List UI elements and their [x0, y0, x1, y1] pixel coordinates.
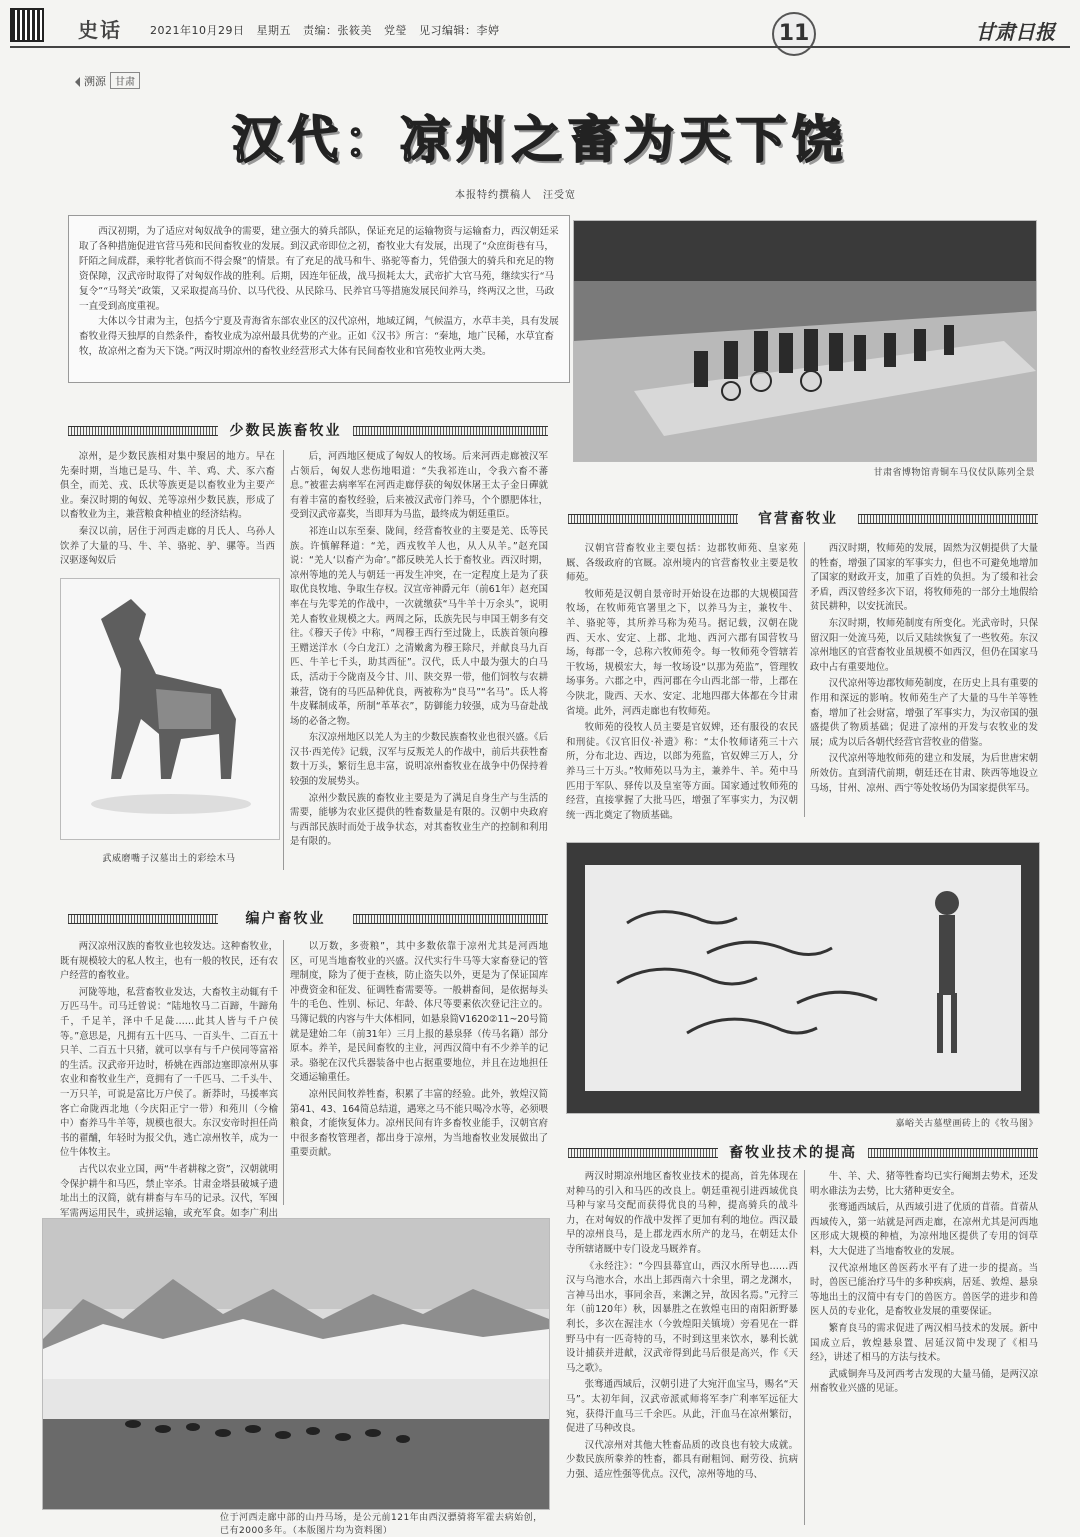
paragraph: 武威铜奔马及河西考古发现的大量马俑，是两汉凉州畜牧业兴盛的见证。	[810, 1368, 1038, 1395]
section-3-rule	[68, 914, 218, 924]
paragraph: 后，河西地区便成了匈奴人的牧场。后来河西走廊被汉军占领后，匈奴人悲伤地唱道：“失我祁连山，令我六畜不蕃息。”被霍去病率军在河西走廊俘获的匈奴休屠王太子金日磾就有着丰富的畜牧经验，后来被汉武帝门养马，个个膘肥体壮，受到汉武帝嘉奖，当即拜为马监，最终成为朝廷重臣。	[290, 451, 548, 521]
header-rule	[10, 46, 1070, 48]
section-name: 史话	[78, 18, 122, 42]
paragraph: 张骞通西域后，从西域引进了优质的苜蓿。苜蓿从西域传入，第一站就是河西走廊，在凉州尤其是河西地区形成大规模的种植，为凉州地区提供了专用的饲草料，大大促进了当地畜牧业的发展。	[810, 1202, 1038, 1257]
column-divider	[283, 450, 284, 870]
column-divider	[283, 940, 284, 1205]
paragraph: 《永经注》：“今四县幕宜山，西汉水所导也……西汉与乌池水合，水出上邽西南六十余里，谓之龙渊水，言神马出水，事同余吾，来渊之异，故因名焉。”元狩三年（前120年）秋，因暴胜之在敦煌屯田的南阳新野暴利长，多次在渥洼水（今敦煌阳关镇境）旁看见在一群野马中有一匹奇特的马，不时到这里来饮水，暴利长就设计捕获并进献，汉武帝得到此马后很是高兴，作《天马之歌》。	[566, 1260, 798, 1374]
chariot-caption: 甘肃省博物馆青铜车马仪仗队陈列全景	[873, 468, 1035, 478]
chariot-illustration	[574, 221, 1036, 461]
section-3-column-right	[290, 940, 548, 1205]
landscape-photo	[42, 1218, 550, 1510]
page-number-badge: 11	[772, 12, 816, 56]
left-arrow-icon	[70, 77, 80, 87]
horse-photo	[60, 578, 280, 840]
mural-caption: 嘉峪关古墓壁画砖上的《牧马图》	[895, 1119, 1038, 1129]
landscape-illustration	[43, 1219, 549, 1509]
column-divider	[804, 542, 805, 817]
paragraph: 以万数，多赍粮”，其中多数依靠于凉州尤其是河西地区，可见当地畜牧业的兴盛。汉代实行牛马等大家畜登记的管理制度，除为了便于查核，防止盗失以外，更是为了保证国库冲费资金和征发、征调牲畜需要等。一般耕畜间，是依据每头牛的毛色、性别、标记、年龄、体尺等要素依次登记注立的。马簿记载的内容与牛大体相同，如悬泉简Ⅴ1620②11~20号简就是建始二年（前31年）三月上报的悬泉驿（传马名籍）部分原本。养羊，是民间畜牧的主业，河西汉简中有不少养羊的记录。骆驼在汉代兵器装备中也占据重要地位，并且在边地担任交通运输重任。	[290, 941, 548, 1084]
paragraph: 古代以农业立国，两“牛者耕稼之资”，汉朝就明令保护耕牛和马匹，禁止宰杀。甘肃金塔县破城子遗址出土的汉简，就有耕畜与车马的记录。汉代，军囤军需两运用民牛，或拼运输，或充军食。如李广利出	[60, 1163, 278, 1219]
chariot-photo	[573, 220, 1037, 462]
section-4-column-left	[566, 1170, 798, 1525]
article-title: 汉代：凉州之畜为天下饶	[232, 111, 848, 169]
section-1-column-right	[290, 450, 548, 870]
paragraph: 凉州，是少数民族相对集中聚居的地方。早在先秦时期，当地已是马、牛、羊、鸡、犬、豕六畜俱全，而羌、戎、氐状等族更是以畜牧业为主要产业。秦汉时期的匈奴、羌等凉州少数民族，形成了以畜牧业为主，兼营粮食种植业的经济结构。	[60, 451, 275, 521]
article-byline: 本报特约撰稿人 汪受宽	[455, 190, 576, 201]
paragraph: 凉州少数民族的畜牧业主要是为了满足自身生产与生活的需要，能够为农业区提供的牲畜数量是有限的。汉朝中央政府与西部民族时而处于战争状态，对其畜牧业生产的控制和利用是有限的。	[290, 792, 548, 848]
paragraph: 汉代凉州等地牧师苑的建立和发展，为后世唐宋朝所效仿。直到清代前期，朝廷还在甘肃、陕西等地设立马场，甘州、凉州、西宁等处牧场仍为国家提供军马。	[810, 753, 1038, 794]
column-divider	[804, 1170, 805, 1525]
section-4-column-right	[810, 1170, 1038, 1525]
horse-illustration	[61, 579, 279, 839]
intro-box	[68, 215, 570, 383]
section-2-heading: 官营畜牧业	[758, 511, 838, 527]
paragraph: 东汉凉州地区以羌人为主的少数民族畜牧业也很兴盛。《后汉书·西羌传》记载，汉军与反叛羌人的作战中，前后共获牲畜数十万头，繁衍生息丰富，说明凉州畜牧业在战争中仍保持着较强的发展势头。	[290, 732, 548, 788]
paragraph: 两汉凉州汉族的畜牧业也较发达。这种畜牧业，既有规模较大的私人牧主，也有一般的牧民，还有农户经营的畜牧业。	[60, 941, 278, 982]
section-2-rule	[568, 514, 738, 524]
section-1-rule	[68, 426, 218, 436]
paragraph: 繁育良马的需求促进了两汉相马技术的发展。新中国成立后，敦煌悬泉置、居延汉简中发现了《相马经》，讲述了相马的方法与技术。	[810, 1322, 1038, 1364]
section-2-column-left	[566, 542, 798, 821]
section-4-heading: 畜牧业技术的提高	[729, 1145, 857, 1161]
paragraph: 西汉时期，牧师苑的发展，固然为汉朝提供了大量的牲畜，增强了国家的军事实力，但也不可避免地增加了国家的财政开支，加重了百姓的负担。为了缓和社会矛盾，西汉曾经多次下诏，将牧师苑的一部分土地假给贫民耕种，以安抚流民。	[810, 543, 1038, 613]
paragraph: 两汉时期凉州地区畜牧业技术的提高，首先体现在对种马的引入和马匹的改良上。朝廷重视引进西域优良马种与家马交配而获得优良的马种，提高骑兵的战斗力，在对匈奴的作战中发挥了更加有利的地位。西汉最早的凉州良马，是上郡龙西水所产的龙马，在朝廷太仆寺所辖诸厩中专门设龙马厩养育。	[566, 1171, 798, 1255]
intro-paragraph-2: 大体以今甘肃为主，包括今宁夏及青海省东部农业区的汉代凉州，地域辽阔，气候温方，水草丰美，具有发展畜牧业得天独厚的自然条件，畜牧业成为凉州最具优势的产业。正如《汉书》所言：“秦地，地广民稀，水草宜畜牧，故凉州之畜为天下饶。”两汉时期凉州的畜牧业经营形式大体有民间畜牧业和官苑牧业两大类。	[79, 316, 559, 357]
paragraph: 牧师苑的役牧人员主要是官奴婢，还有服役的农民和刑徒。《汉官旧仪·补遗》称：“太仆牧师诸苑三十六所，分布北边、西边，以郎为苑监，官奴婢三万人，分养马三十万头。”牧师苑以马为主，兼养牛、羊。苑中马匹用于军队、驿传以及皇室等方面。国家通过牧师苑的经营，直接掌握了大批马匹，增强了军事实力，为汉朝统一西北奠定了物质基础。	[566, 722, 798, 821]
column-tag	[70, 72, 140, 89]
paragraph: 祁连山以东至秦、陇间，经营畜牧业的主要是羌、氐等民族。许慎解释道：“羌，西戎牧羊人也，从人从羊。”赵充国说：“羌人‘以畜产为命’。”都反映羌人长于畜牧业。西汉时期，凉州等地的羌人与朝廷一再发生冲突，在一定程度上是为了获取优良牧地、争取生存权。汉宣帝神爵元年（前61年）赵充国率在与先零羌的作战中，一次就缴获“马牛羊十万余头”，说明羌人畜牧业规模之大。两周之际，氐族先民与申国王朝多有交往。《穆天子传》中称，“周穆王西行至过陇上，氐族首领向穆王赠送洋水（今白龙江）之清嫩禽为穆王除尺，并献良马九百匹、牛羊七千头，助其西征”。汉代，氐人中最为强大的白马氐，活动于今陇南及今甘、川、陕交界一带，他们饲牧与农耕兼营，饶有的马匹品种优良，两被称为“良马”“名马”。氐人将牛皮鞣制成革，所制“革革衣”，防御能力较强，成为马奋赴战场的必备之物。	[290, 525, 548, 727]
section-3-column-left	[60, 940, 278, 1219]
editor: 责编：张筱美	[303, 24, 372, 37]
section-3-heading: 编户畜牧业	[245, 911, 326, 927]
section-1-rule-right	[353, 426, 548, 436]
paragraph: 汉代凉州对其他大牲畜品质的改良也有较大成就。少数民族所豢养的牲畜，都具有耐粗饲、耐劳役、抗病力强、适应性强等优点。汉代，凉州等地的马、	[566, 1439, 798, 1480]
header-meta	[150, 22, 500, 38]
paragraph: 汉代凉州等边郡牧师苑制度，在历史上具有重要的作用和深远的影响。牧师苑生产了大量的马牛羊等牲畜，增加了社会财富，增强了军事实力，为汉帝国的强盛提供了物质基础；促进了凉州的开发与农牧业的发展；成为以后各朝代经营官营牧业的借鉴。	[810, 678, 1038, 748]
section-4-rule-right	[868, 1148, 1038, 1158]
paragraph: 牧师苑是汉朝自景帝时开始设在边郡的大规模国营牧场，在牧师苑官署里之下，以养马为主，兼牧牛、羊、骆驼等，其所养马称为苑马。据记载，汉朝在陇西、天水、安定、上郡、北地、西河六郡有国营牧马场，每郡一令，总称六牧师苑令。每一牧师苑令管辖若干牧场，规模宏大，每一牧场设“以那为苑监”，管理牧场事务。六郡之中，西河郡在今山西北部一带，上郡在今陕北，陇西、天水、安定、北地四郡大体都在今甘肃省境。此外，河西走廊也有牧师苑。	[566, 588, 798, 717]
column-tag-label: 溯源	[84, 75, 106, 88]
section-4-rule-left	[568, 1148, 718, 1158]
section-2-column-right	[810, 542, 1038, 817]
horse-caption: 武威磨嘴子汉墓出土的彩绘木马	[102, 854, 236, 864]
mural-illustration	[567, 843, 1039, 1113]
section-1-column-left	[60, 450, 275, 567]
proofreader: 党瑩	[384, 24, 407, 37]
section-1-heading: 少数民族畜牧业	[229, 423, 342, 439]
trainee-editor: 见习编辑：李婷	[419, 24, 500, 37]
newspaper-logo: 甘肃日报	[975, 20, 1055, 44]
section-3-rule-right	[353, 914, 548, 924]
qr-code-icon	[12, 10, 42, 40]
paragraph: 河陇等地，私营畜牧业发达，大畜牧主动辄有千万匹马牛。司马迁曾说：“陆地牧马二百蹄，牛蹄角千，千足羊，泽中千足彘……此其人皆与千户侯等。”意思是，凡拥有五十匹马、一百头牛、二百五十只羊、二百五十只猪，就可以享有与千户侯同等富裕的生活。汉武帝开边时，桥姚在西部边塞即凉州从事农业和畜牧业生产，竟拥有了一千匹马、二千头牛、一万只羊，可说是富比万户侯了。新莽时，马援率宾客亡命陇西北地（今庆阳正宁一带）和苑川（今榆中）畜养马牛羊等，规模也很大。东汉安帝时担任尚书的翟酺，年轻时为报父仇，逃亡凉州牧羊，成为一位牛体牧主。	[60, 986, 278, 1159]
issue-date: 2021年10月29日	[150, 24, 245, 37]
paragraph: 汉代凉州地区兽医药水平有了进一步的提高。当时，兽医已能治疗马牛的多种疾病，居延、敦煌、悬泉等地出土的汉简中有专门的兽医方。兽医学的进步和兽医人员的专业化，是畜牧业发展的重要保证。	[810, 1262, 1038, 1318]
paragraph: 牛、羊、犬、猪等牲畜均已实行阉割去势术，还发明水碓法为去势，比大猪种更安全。	[810, 1171, 1038, 1197]
paragraph: 凉州民间牧养牲畜，积累了丰富的经验。此外，敦煌汉简第41、43、164简总结道，遇寒之马不能只喝冷水等，必须喂粮食，才能恢复体力。凉州民间有许多畜牧业能手，汉朝官府中很多畜牧管理者，都出身于凉州，为当地畜牧业发展做出了重要贡献。	[290, 1088, 548, 1159]
column-tag-sub: 甘肃	[110, 72, 140, 89]
intro-paragraph-1: 西汉初期，为了适应对匈奴战争的需要，建立强大的骑兵部队，保证充足的运输物资与运输畜力，西汉朝廷采取了各种措施促进官营马苑和民间畜牧业的发展。到汉武帝即位之初，畜牧业大有发展，出现了“众庶街巷有马，阡陌之间成群，乘牸牝者傧而不得会聚”的情景。有了充足的战马和牛、骆驼等畜力，凭借强大的骑兵和充足的物资保障，汉武帝时取得了对匈奴作战的胜利。后期，因连年征战，战马损耗太大，武帝扩大官马苑，继续实行“马复令”“马弩关”政策，又采取提高马价、以马代役、从民除马、民养官马等措施发展民间养马，终两汉之世，马政一直受到高度重视。	[79, 226, 559, 312]
issue-weekday: 星期五	[256, 24, 291, 37]
section-2-rule-right	[858, 514, 1038, 524]
landscape-caption: 位于河西走廊中部的山丹马场，是公元前121年由西汉骠骑将军霍去病始创，已有2000多年。（本版图片均为资料图）	[220, 1513, 543, 1536]
paragraph: 秦汉以前，居住于河西走廊的月氏人、乌孙人饮养了大量的马、牛、羊、骆驼、驴、骡等。当西汉驱逐匈奴后	[60, 525, 275, 567]
paragraph: 汉朝官营畜牧业主要包括：边郡牧师苑、皇家苑厩、各级政府的官厩。凉州境内的官营畜牧业主要是牧师苑。	[566, 543, 798, 584]
paragraph: 张骞通西域后，汉朝引进了大宛汗血宝马，赐名“天马”。太初年间，汉武帝派贰师将军李广利率军远征大宛，获得汗血马三千余匹。从此，汗血马在凉州繁衍，促进了马种改良。	[566, 1379, 798, 1435]
paragraph: 东汉时期，牧师苑制度有所变化。光武帝时，只保留汉阳一处流马苑，以后又陆续恢复了一些牧苑。东汉凉州地区的官营畜牧业虽规模不如西汉，但仍在国家马政中占有重要地位。	[810, 617, 1038, 673]
mural-photo	[566, 842, 1040, 1114]
